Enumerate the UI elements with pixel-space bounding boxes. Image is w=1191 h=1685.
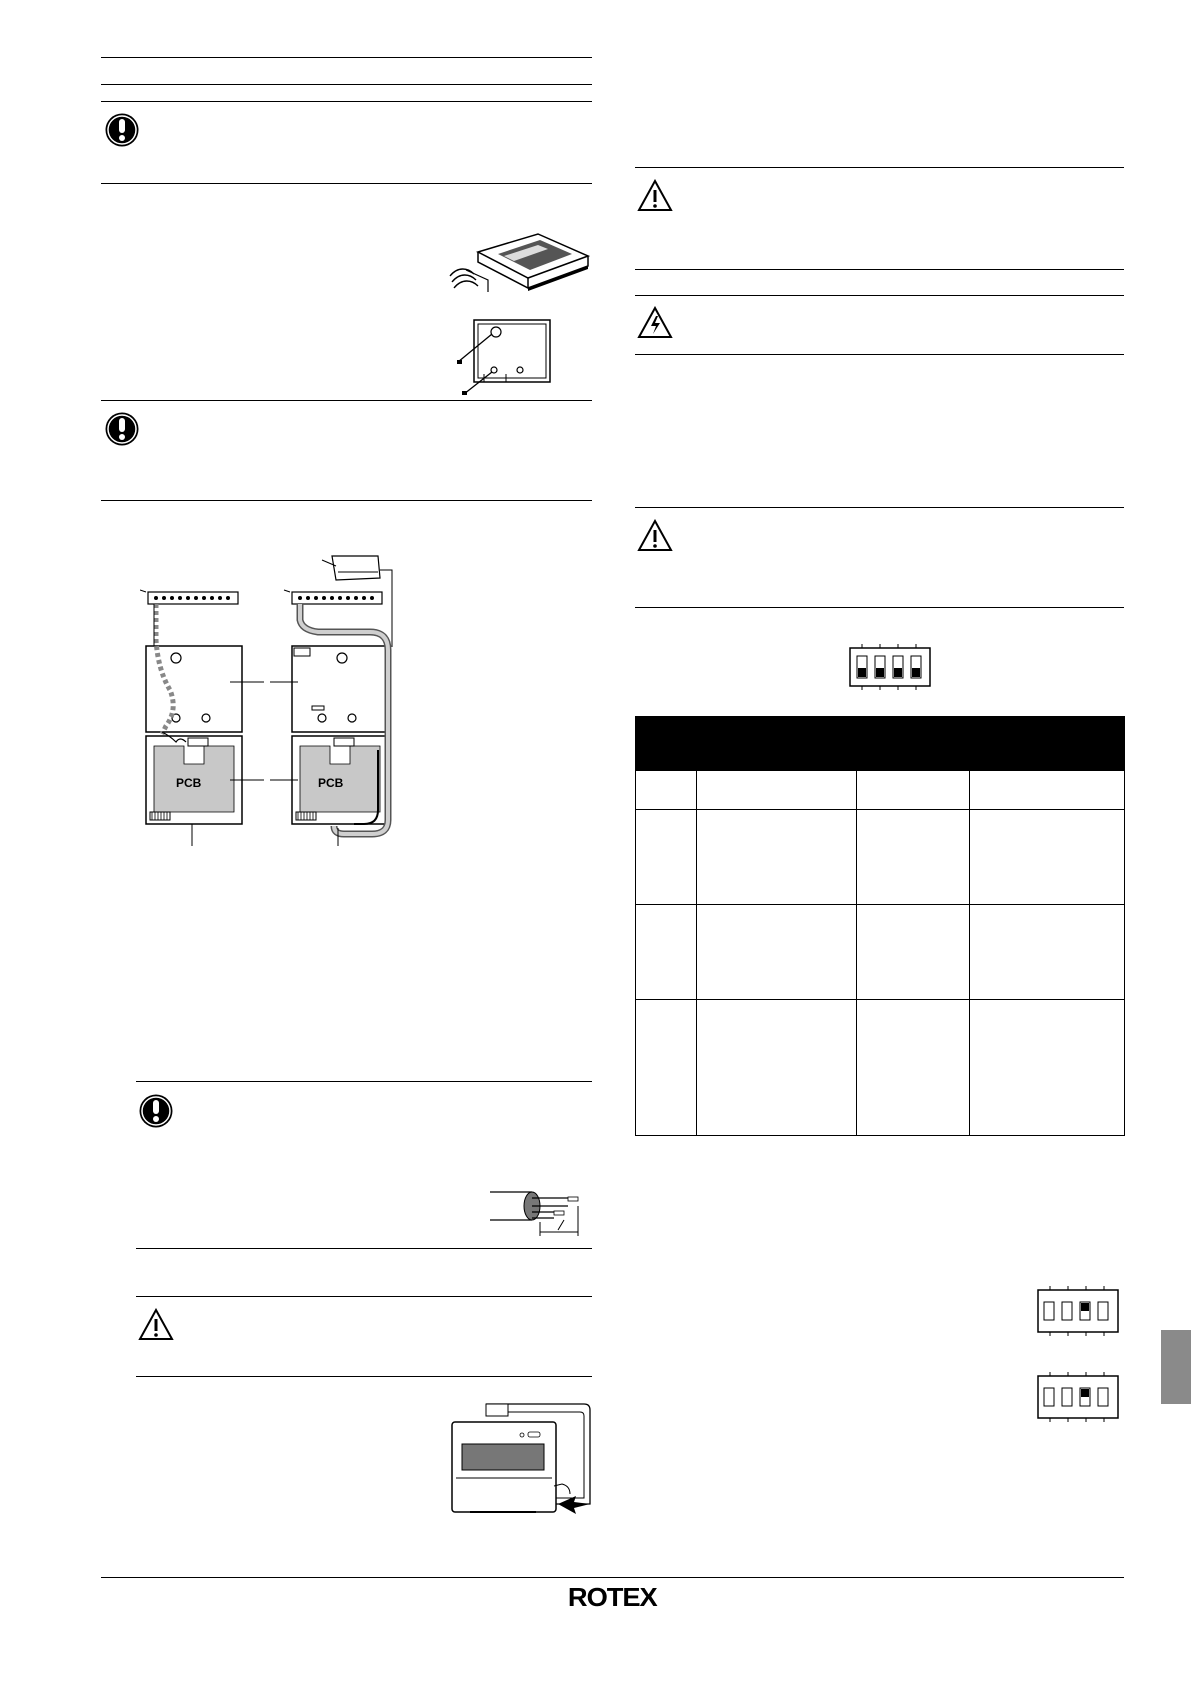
table-col-line-0 (635, 771, 636, 1135)
controller-wiring-diagram (140, 550, 410, 850)
electric-shock-warning-icon (637, 306, 673, 340)
rule-right-4 (635, 354, 1124, 355)
warning-triangle-icon (138, 1308, 174, 1342)
settings-table-header (635, 716, 1125, 771)
rule-right-2 (635, 269, 1124, 270)
brand-logo: ROTEX (567, 1582, 657, 1612)
rule-left-5 (101, 400, 592, 401)
rule-right-6 (635, 607, 1124, 608)
warning-triangle-icon (637, 179, 673, 213)
table-col-line-1 (696, 771, 697, 1135)
table-row-line-1 (635, 809, 1125, 810)
mounting-plate-screws-illustration (456, 318, 552, 396)
warning-triangle-icon (637, 519, 673, 553)
pcb-label-right: PCB (318, 776, 344, 790)
controller-cover-removal-illustration (450, 1400, 594, 1518)
footer-rule (101, 1577, 1124, 1578)
rule-left-8 (136, 1248, 592, 1249)
table-col-line-2 (856, 771, 857, 1135)
table-row-line-4 (635, 1135, 1125, 1136)
rule-right-1 (635, 167, 1124, 168)
rule-top-2 (101, 84, 592, 85)
rule-right-5 (635, 507, 1124, 508)
rule-right-3 (635, 295, 1124, 296)
dip-switch-setting-b-illustration (1036, 1370, 1120, 1424)
dip-switch-bank-illustration (848, 642, 932, 692)
rule-left-4 (101, 183, 592, 184)
rule-left-7 (136, 1081, 592, 1082)
exclamation-circle-icon (138, 1093, 174, 1129)
rule-left-6 (101, 500, 592, 501)
table-row-line-3 (635, 999, 1125, 1000)
exclamation-circle-icon (104, 411, 140, 447)
exclamation-circle-icon (104, 112, 140, 148)
remote-controller-illustration (448, 232, 590, 300)
table-col-line-3 (969, 771, 970, 1135)
table-col-line-4 (1124, 771, 1125, 1135)
rule-left-10 (136, 1376, 592, 1377)
rule-left-9 (136, 1296, 592, 1297)
rule-top-1 (101, 57, 592, 58)
cable-strip-length-illustration (488, 1184, 592, 1240)
pcb-label-left: PCB (176, 776, 202, 790)
table-row-line-2 (635, 904, 1125, 905)
rule-top-3 (101, 101, 592, 102)
dip-switch-setting-a-illustration (1036, 1284, 1120, 1338)
chapter-side-tab (1161, 1330, 1191, 1404)
